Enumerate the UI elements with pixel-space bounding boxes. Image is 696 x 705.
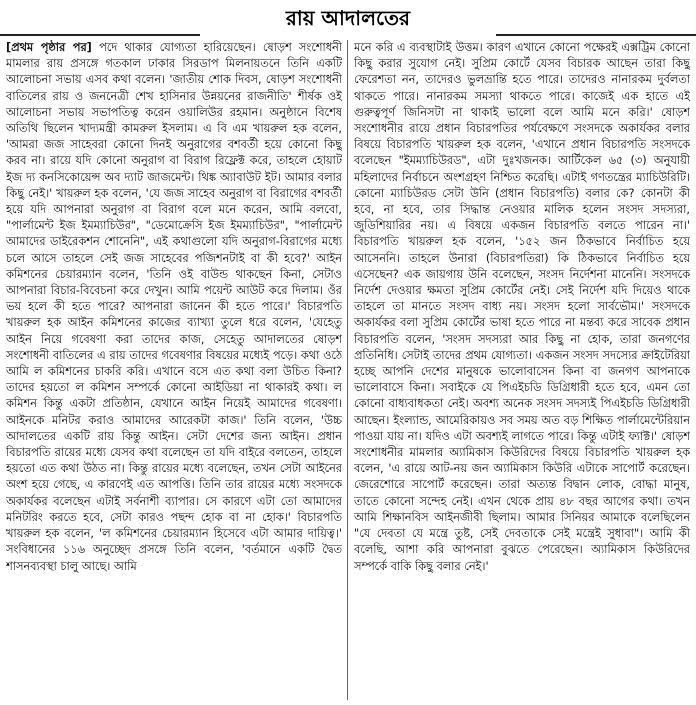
left-column [6, 40, 342, 700]
right-column [354, 40, 690, 700]
left-column-text: পদে থাকার যোগ্যতা হারিয়েছেন। ষোড়শ সংশোধনী মামলার রায় প্রসঙ্গে গতকাল ঢাকার সিরডাপ মিলনায়তনে তিনি একটি আলোচনা সভায় এসব কথা বলেন। 'জাতীয় শোক দিবস, ষোড়শ সংশোধনী বাতিলের রায় ও জননেত্রী শেখ হাসিনার উন্নয়নের রাজনীতি' শীর্ষক ওই আলোচনা সভায় সভাপতিত্ব করেন ওয়ালিউর রহমান। অনুষ্ঠানে বিশেষ অতিথি ছিলেন খাদ্যমন্ত্রী কামরুল ইসলাম। এ বি এম খায়রুল হক বলেন, 'আমরা জজ সাহেবরা কোনো দিনই অনুরাগের বশবর্তী হয়ে কোনো কিছু করব না। রায়ে যদি কোনো অনুরাগ বা বিরাগ রিফ্লেক্ট করে, তাহলে হোয়াট ইজ দ্য কনসিকোয়েন্স অব দ্যাট জাজমেন্ট। থিঙ্ক অ্যাবাউট ইট। আমার বলার কিছু নেই।' খায়রুল হক বলেন, 'যে জজ সাহেব অনুরাগ বা বিরাগের বশবর্তী হয়ে যদি আপনারা অনুরাগ বা বিরাগ বলে মনে করেন, আমি বলবো, "পার্লামেন্ট ইজ ইমম্যাচিউর", "ডেমোক্রেসি ইজ ইমম্যাচিউর", "পার্লামেন্ট আমাদের ডাইরেকশন শোনেনি", এই কথাগুলো যদি অনুরাগ-বিরাগের মধ্যে চলে আসে তাহলে সেই জজ সাহেবের পজিশনটাই বা কী হবে?' আইন কমিশনের চেয়ারম্যান বলেন, 'তিনি ওই বাউন্ড থাকছেন কিনা, সেটাও আপনারা বিচার-বিবেচনা করে দেখুন। আমি পয়েন্ট আউট করে দিলাম। ওঁর ভয় হলে কী হতে পারে? আপনারা জানেন কী হতে পারে।' বিচারপতি খায়রুল হক আইন কমিশনের কাজের ব্যাখ্যা তুলে ধরে বলেন, 'যেহেতু আইন নিয়ে গবেষণা করা তাদের কাজ, সেহেতু আদালতের ষোড়শ সংশোধনী বাতিলের এ রায় তাদের গবেষণার বিষয়ের মধ্যেই পড়ে। কথা ওঠে আমি ল কমিশনের চাকরি করি। এখানে বসে এত কথা বলা উচিত কিনা? তাদের হয়তো ল কমিশন সম্পর্কে কোনো আইডিয়া না থাকারই কথা। ল কমিশন কিন্তু একটা প্রতিষ্ঠান, যেখানে আইন নিয়েই আমাদের গবেষণা। আইনকে মনিটর করাও আমাদের আরেকটা কাজ।' তিনি বলেন, 'উচ্চ আদালতের একটি রায় কিন্তু আইন। সেটা দেশের জন্য আইন। প্রধান বিচারপতি রায়ের মধ্যে যেসব কথা বলেছেন তা যদি বাইরে বলতেন, তাহলে হয়তো এত কথা উঠত না। কিন্তু রায়ের মধ্যে বলেছেন, তখন সেটা আইনের অংশ হয়ে গেছে, এ কারণেই এত আপত্তি। তিনি তার রায়ের মধ্যে সংসদকে অকার্যকর বলেছেন এটাই সর্বনাশী ব্যাপার। সে কারণে এটা তো আমাদের মনিটরিং করতে হবে, সেটা কারও পছন্দ হোক বা না হোক।' বিচারপতি খায়রুল হক বলেন, 'ল কমিশনের চেয়ারম্যান হিসেবে এটা আমার দায়িত্ব।' সংবিধানের ১১৬ অনুচ্ছেদ প্রসঙ্গে তিনি বলেন, 'বর্তমানে একটি দ্বৈত শাসনব্যবস্থা চালু আছে। আমি [6, 41, 342, 573]
left-column-paragraph [6, 40, 342, 575]
article-headline: রায় আদালতের [200, 4, 496, 37]
column-divider [347, 40, 348, 700]
continuation-label: [প্রথম পৃষ্ঠার পর] [6, 41, 92, 54]
headline-bar [0, 0, 696, 36]
right-column-paragraph: মনে করি এ ব্যবস্থাটাই উত্তম। কারণ এখানে কোনো পক্ষেরই এক্সট্রিম কোনো কিছু করার সুযোগ নেই। সুপ্রিম কোর্টে যেসব বিচারক আছেন তারা কিছু ফেরেশতা নন, তাদেরও ভুলভ্রান্তি হতে পারে। তাদেরও নানারকম দুর্বলতা থাকতে পারে। নানারকম সমস্যা থাকতে পারে। কাজেই এক হাতে এই গুরুত্বপূর্ণ জিনিসটা না থাকাই ভালো বলে আমি মনে করি।' ষোড়শ সংশোধনীর রায়ে প্রধান বিচারপতির পর্যবেক্ষণে সংসদকে অকার্যকর বলার বিষয়ে বিচারপতি খায়রুল হক বলেন, 'এখানে প্রধান বিচারপতি সংসদকে বলেছেন "ইমম্যাচিউরড", এটা দুঃখজনক। আর্টিকেল ৬৫ (৩) অনুযায়ী মহিলাদের নির্বাচনে অংশগ্রহণ নিশ্চিত করেছি। এটাই গণতন্ত্রের ম্যাচিউরিটি। কোনো ম্যাচিউরড সেটা উনি (প্রধান বিচারপতি) বলার কে? কোনটা কী হবে, না হবে, তার সিদ্ধান্ত নেওয়ার মালিক হলেন সংসদ সদস্যরা, জুডিশিয়ারির নয়। এ বিষয়ে একজন বিচারপতি বলতে পারেন না।' বিচারপতি খায়রুল হক বলেন, '১৫২ জন ঠিকভাবে নির্বাচিত হয়ে আসেননি। তাহলে উনারা (বিচারপতিরা) কি ঠিকভাবে নির্বাচিত হয়ে এসেছেন? এক জায়গায় উনি বলেছেন, সংসদ নির্দেশনা মানেনি। সংসদকে নির্দেশ দেওয়ার ক্ষমতা সুপ্রিম কোর্টের নেই। সেই নির্দেশ যদি দিয়েও থাকে তাহলে তা মানতে সংসদ বাধ্য নয়। সংসদ হলো সার্বভৌম।' সংসদকে অকার্যকর বলা সুপ্রিম কোর্টের ভাষা হতে পারে না মন্তব্য করে সাবেক প্রধান বিচারপতি বলেন, 'সংসদ সদস্যরা আর কিছু না হোক, তারা জনগণের প্রতিনিধি। সেটাই তাদের প্রথম যোগ্যতা। একজন সংসদ সদস্যের ক্রাইটেরিয়া হচ্ছে আপনি দেশের মানুষকে ভালোবাসেন কিনা বা জনগণ আপনাকে ভালোবাসে কিনা। সবাইকে যে পিএইচডি ডিগ্রিধারী হতে হবে, এমন তো কোনো বাধ্যবাধকতা নেই। অবশ্য অনেক সংসদ সদস্যই পিএইচডি ডিগ্রিধারী আছেন। ইংল্যান্ড, আমেরিকায়ও সব সময় অত বড় শিক্ষিত পার্লামেন্টেরিয়ান পাওয়া যায় না। যদিও এটা অবশ্যই লাগতে পারে। কিন্তু এটাই ফ্যাক্ট।' ষোড়শ সংশোধনীর মামলার অ্যামিকাস কিউরিদের বিষয়ে বিচারপতি খায়রুল হক বলেন, 'এ রায়ে আট-নয় জন অ্যামিকাস কিউরি এটাকে সাপোর্ট করেছেন। জেরেশোরে সাপোর্ট করেছেন। তারা অত্যন্ত বিদ্বান লোক, বোদ্ধা মানুষ, তাতে কোনো সন্দেহ নেই। এখন থেকে প্রায় ৪৮ বছর আগের কথা। তখন আমি শিক্ষানবিস আইনজীবী ছিলাম। আমার সিনিয়র আমাকে বলেছিলেন "যে দেবতা যে মন্ত্রে তুষ্ট, সেই দেবতাকে সেই মন্ত্রেই সুধাবা"। আমি কী বলেছি, আশা করি আপনারা বুঝতে পেরেছেন। অ্যামিকাস কিউরিদের সম্পর্কে বাকি কিছু বলার নেই।' [354, 41, 690, 573]
